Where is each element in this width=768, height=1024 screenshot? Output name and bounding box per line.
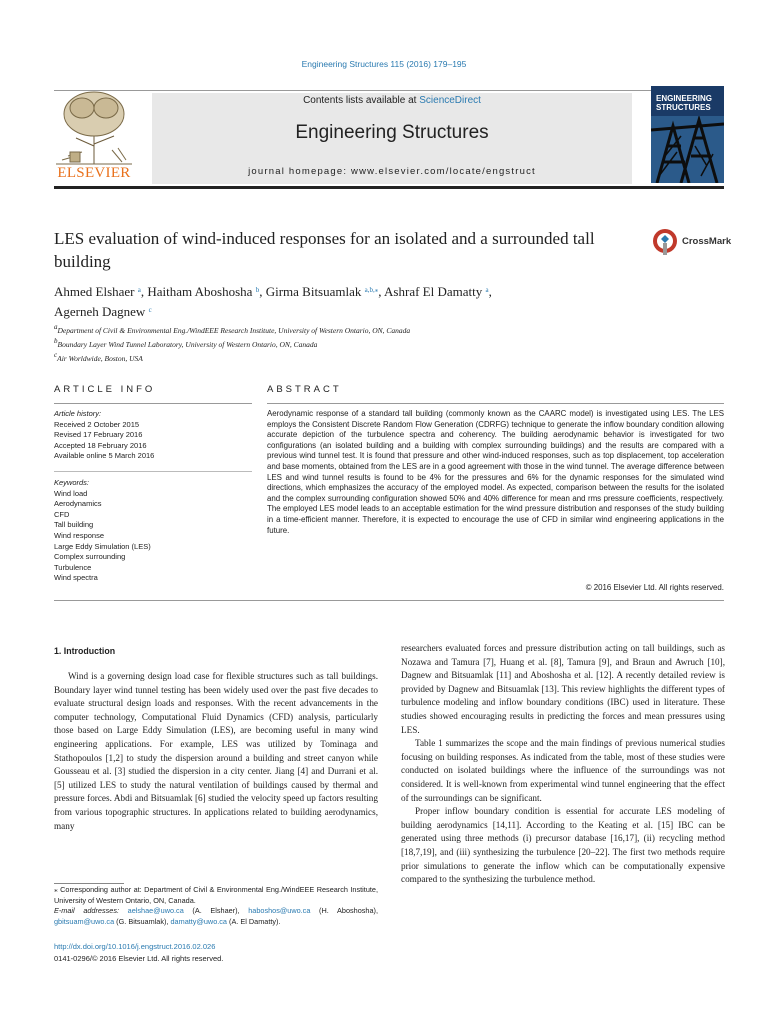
body-paragraph: researchers evaluated forces and pressure distribution acting on tall buildings, such as Nozawa and Tamura [7], Huang et al. [8], Tamura [9], and Braun and Awruch [10], Dagnew and Bitsuamlak [11] and Aboshosha et al. [12]. A recently detailed review is provided by Dagnew and Bitsuamlak [13]. This review highlights the different types of turbulence modeling and inflow boundary conditions (IBC) used in literature. These studies showed encouraging results in predicting the forces and mean pressures using LES. bbox=[401, 643, 725, 735]
issn-line: 0141-0296/© 2016 Elsevier Ltd. All rights reserved. bbox=[54, 954, 224, 963]
author-affil-mark[interactable]: a bbox=[485, 286, 489, 294]
article-info-heading: ARTICLE INFO bbox=[54, 384, 156, 395]
affiliation bbox=[54, 350, 654, 364]
author[interactable] bbox=[147, 284, 265, 299]
author[interactable] bbox=[266, 284, 384, 299]
body-paragraph: Proper inflow boundary condition is essential for accurate LES modeling of building aerodynamics [14,11]. According to the Keating et al. [15] IBC can be generated using three methods (i) precursor database [16,17], (ii) recycling method [18,7,19], and (iii) synthesizing the turbulence [20–22]. The first two methods require prior simulations to generate the inflow which can be computationally expensive compared to the synthesizing the turbulence method. bbox=[401, 806, 725, 885]
author-separator: , bbox=[259, 284, 266, 299]
affiliations bbox=[54, 322, 654, 364]
email-link[interactable]: damatty@uwo.ca bbox=[170, 916, 227, 926]
body-column-right bbox=[401, 642, 725, 887]
email-link[interactable]: haboshos@uwo.ca bbox=[248, 906, 311, 915]
keyword: Aerodynamics bbox=[54, 499, 102, 509]
elsevier-logo[interactable] bbox=[52, 86, 136, 184]
publisher-name: ELSEVIER bbox=[57, 165, 131, 181]
keyword: Turbulence bbox=[54, 562, 92, 572]
body-column-left bbox=[54, 646, 378, 833]
email-owner: (A. Elshaer), bbox=[183, 906, 249, 915]
author-affil-mark[interactable]: a bbox=[137, 286, 141, 294]
author-name: Haitham Aboshosha bbox=[147, 284, 253, 299]
article-info-divider bbox=[54, 471, 252, 472]
email-owner: (G. Bitsuamlak), bbox=[114, 916, 171, 926]
affiliation bbox=[54, 336, 654, 350]
article-info-rule bbox=[54, 403, 252, 404]
header-top-rule bbox=[54, 90, 724, 91]
journal-title[interactable]: Engineering Structures bbox=[295, 122, 489, 143]
keyword: Wind spectra bbox=[54, 573, 98, 583]
section-title: 1. Introduction bbox=[54, 646, 116, 656]
affiliation-text: Air Worldwide, Boston, USA bbox=[57, 354, 143, 363]
article-title: LES evaluation of wind-induced responses for an isolated and a surrounded tall building bbox=[54, 229, 595, 271]
abstract-heading: ABSTRACT bbox=[267, 384, 342, 395]
keyword: Wind load bbox=[54, 488, 88, 498]
cover-title bbox=[656, 94, 720, 112]
affiliation-mark: c bbox=[54, 351, 58, 359]
article-history bbox=[54, 409, 254, 462]
history-item: Revised 17 February 2016 bbox=[54, 430, 143, 440]
affiliation bbox=[54, 322, 654, 336]
corresponding-author-note: ⁎ Corresponding author at: Department of Civil & Environmental Eng./WindEEE Research Institute, University of Western Ontario, ON, Canada. bbox=[54, 885, 378, 905]
keyword: Tall building bbox=[54, 520, 94, 530]
crossmark-icon bbox=[652, 228, 678, 256]
contents-prefix: Contents lists available at bbox=[303, 95, 420, 106]
history-label: Article history: bbox=[54, 409, 102, 418]
author-affil-mark[interactable]: b bbox=[255, 286, 260, 294]
header-bottom-rule bbox=[54, 186, 724, 189]
cover-title-line2: STRUCTURES bbox=[656, 103, 711, 112]
history-item: Available online 5 March 2016 bbox=[54, 451, 155, 461]
author[interactable] bbox=[384, 284, 492, 299]
email-owner: (H. Aboshosha), bbox=[310, 906, 378, 915]
history-item: Accepted 18 February 2016 bbox=[54, 440, 147, 450]
email-owner: (A. El Damatty). bbox=[226, 916, 281, 926]
body-paragraph: Wind is a governing design load case for flexible structures such as tall buildings. Boundary layer wind tunnel testing has been widely used over the past five decades to evaluate structural design loads and responses. With the recent advancements in the computer technology, Computational Fluid Dynamics (CFD) analysis, particularly those based on Large Eddy Simulation (LES), are becoming useful in many wind engineering applications. For example, LES was utilized by Tominaga and Stathopoulos [1,2] to study the dispersion around a building and street canyon while Gousseau et al. [3] studied the dispersion in a city center. Jiang [4] and Durrani et al. [5] utilized LES to study the natural ventilation of buildings caused by thermal and pressure forces. Abdi and Bitsuamlak [6] studied the velocity speed up factors resulting from various topographic structures. In applications related to building aerodynamics, many bbox=[54, 671, 378, 831]
cover-structure-image bbox=[651, 116, 724, 183]
footnote bbox=[54, 885, 378, 927]
author-affil-mark[interactable]: a,b,⁎ bbox=[364, 286, 379, 294]
author-separator: , bbox=[488, 284, 492, 299]
crossmark-label: CrossMark bbox=[682, 236, 732, 247]
author[interactable] bbox=[54, 284, 147, 299]
author-separator: , bbox=[378, 284, 385, 299]
keyword: Large Eddy Simulation (LES) bbox=[54, 541, 151, 551]
journal-citation[interactable]: Engineering Structures 115 (2016) 179–195 bbox=[301, 59, 467, 69]
author-name: Ashraf El Damatty bbox=[384, 284, 483, 299]
journal-homepage[interactable]: journal homepage: www.elsevier.com/locate/engstruct bbox=[248, 166, 536, 177]
crossmark-badge[interactable] bbox=[652, 228, 732, 258]
abstract-bottom-rule bbox=[54, 600, 724, 601]
email-label: E-mail addresses: bbox=[54, 906, 120, 915]
abstract-text: Aerodynamic response of a standard tall building (commonly known as the CAARC model) is investigated using LES. The LES employs the Consistent Discrete Random Flow Generation (CDRFG) technique to generate the inflow boundary condition allowing accurate depiction of the turbulence spectra and coherency. The building aerodynamic behavior is investigated for two configurations (an isolated building and a building with complex surrounding buildings) and the results are compared with a previous wind tunnel test. It is found that pressure and other wind-induced responses, such as top displacement, top acceleration and base moments, obtained from the LES are in a good agreement with those in the wind tunnel. The average difference between LES and wind tunnel results is found to be 4% for the pressures and 6% for the dynamic responses for the simulated wind directions, which emphasizes the accuracy of the employed model. As expected, comparison between the results for the isolated and the complex surrounding configuration showed 50% and 40% difference for mean and rms pressure coefficients, respectively. The employed LES model leads to an acceptable estimation for the wind pressure distribution and responses of the study building in a time-efficient manner. Therefore, it is expected to encourage the use of CFD in similar wind engineering applications in the future. bbox=[267, 409, 724, 535]
abstract-copyright: © 2016 Elsevier Ltd. All rights reserved. bbox=[585, 583, 724, 592]
keyword: Complex surrounding bbox=[54, 552, 126, 562]
sciencedirect-link[interactable]: ScienceDirect bbox=[419, 95, 481, 106]
keywords bbox=[54, 478, 254, 584]
keywords-label: Keywords: bbox=[54, 478, 90, 487]
abstract-rule bbox=[267, 403, 724, 404]
affiliation-text: Department of Civil & Environmental Eng./WindEEE Research Institute, University of Western Ontario, ON, Canada bbox=[57, 326, 411, 335]
cover-title-line1: ENGINEERING bbox=[656, 94, 713, 103]
email-link[interactable]: gbitsuam@uwo.ca bbox=[54, 916, 115, 926]
affiliation-mark: a bbox=[54, 323, 58, 331]
author-list bbox=[54, 281, 654, 321]
elsevier-tree-icon bbox=[52, 86, 136, 166]
email-addresses bbox=[54, 906, 378, 927]
footnote-rule bbox=[54, 883, 124, 884]
keyword: Wind response bbox=[54, 530, 105, 540]
journal-cover[interactable] bbox=[651, 86, 724, 183]
author-name: Agerneh Dagnew bbox=[54, 304, 146, 319]
doi-link[interactable]: http://dx.doi.org/10.1016/j.engstruct.2016.02.026 bbox=[54, 942, 216, 951]
affiliation-text: Boundary Layer Wind Tunnel Laboratory, University of Western Ontario, ON, Canada bbox=[57, 340, 318, 349]
email-link[interactable]: aelshae@uwo.ca bbox=[127, 906, 184, 915]
author-name: Ahmed Elshaer bbox=[54, 284, 135, 299]
body-paragraph: Table 1 summarizes the scope and the main findings of previous numerical studies focusing on building responses. As indicated from the table, most of these studies were conducted on isolated buildings where the influence of the surroundings was not considered. It is well-known from experimental wind tunnel engineering that the effect of the surroundings can be significant. bbox=[401, 738, 725, 803]
affiliation-mark: b bbox=[54, 337, 58, 345]
author[interactable] bbox=[54, 304, 152, 319]
author-name: Girma Bitsuamlak bbox=[265, 284, 362, 299]
contents-line bbox=[152, 95, 632, 106]
author-affil-mark[interactable]: c bbox=[148, 306, 152, 314]
keyword: CFD bbox=[54, 509, 70, 519]
author-separator: , bbox=[140, 284, 148, 299]
history-item: Received 2 October 2015 bbox=[54, 419, 140, 429]
